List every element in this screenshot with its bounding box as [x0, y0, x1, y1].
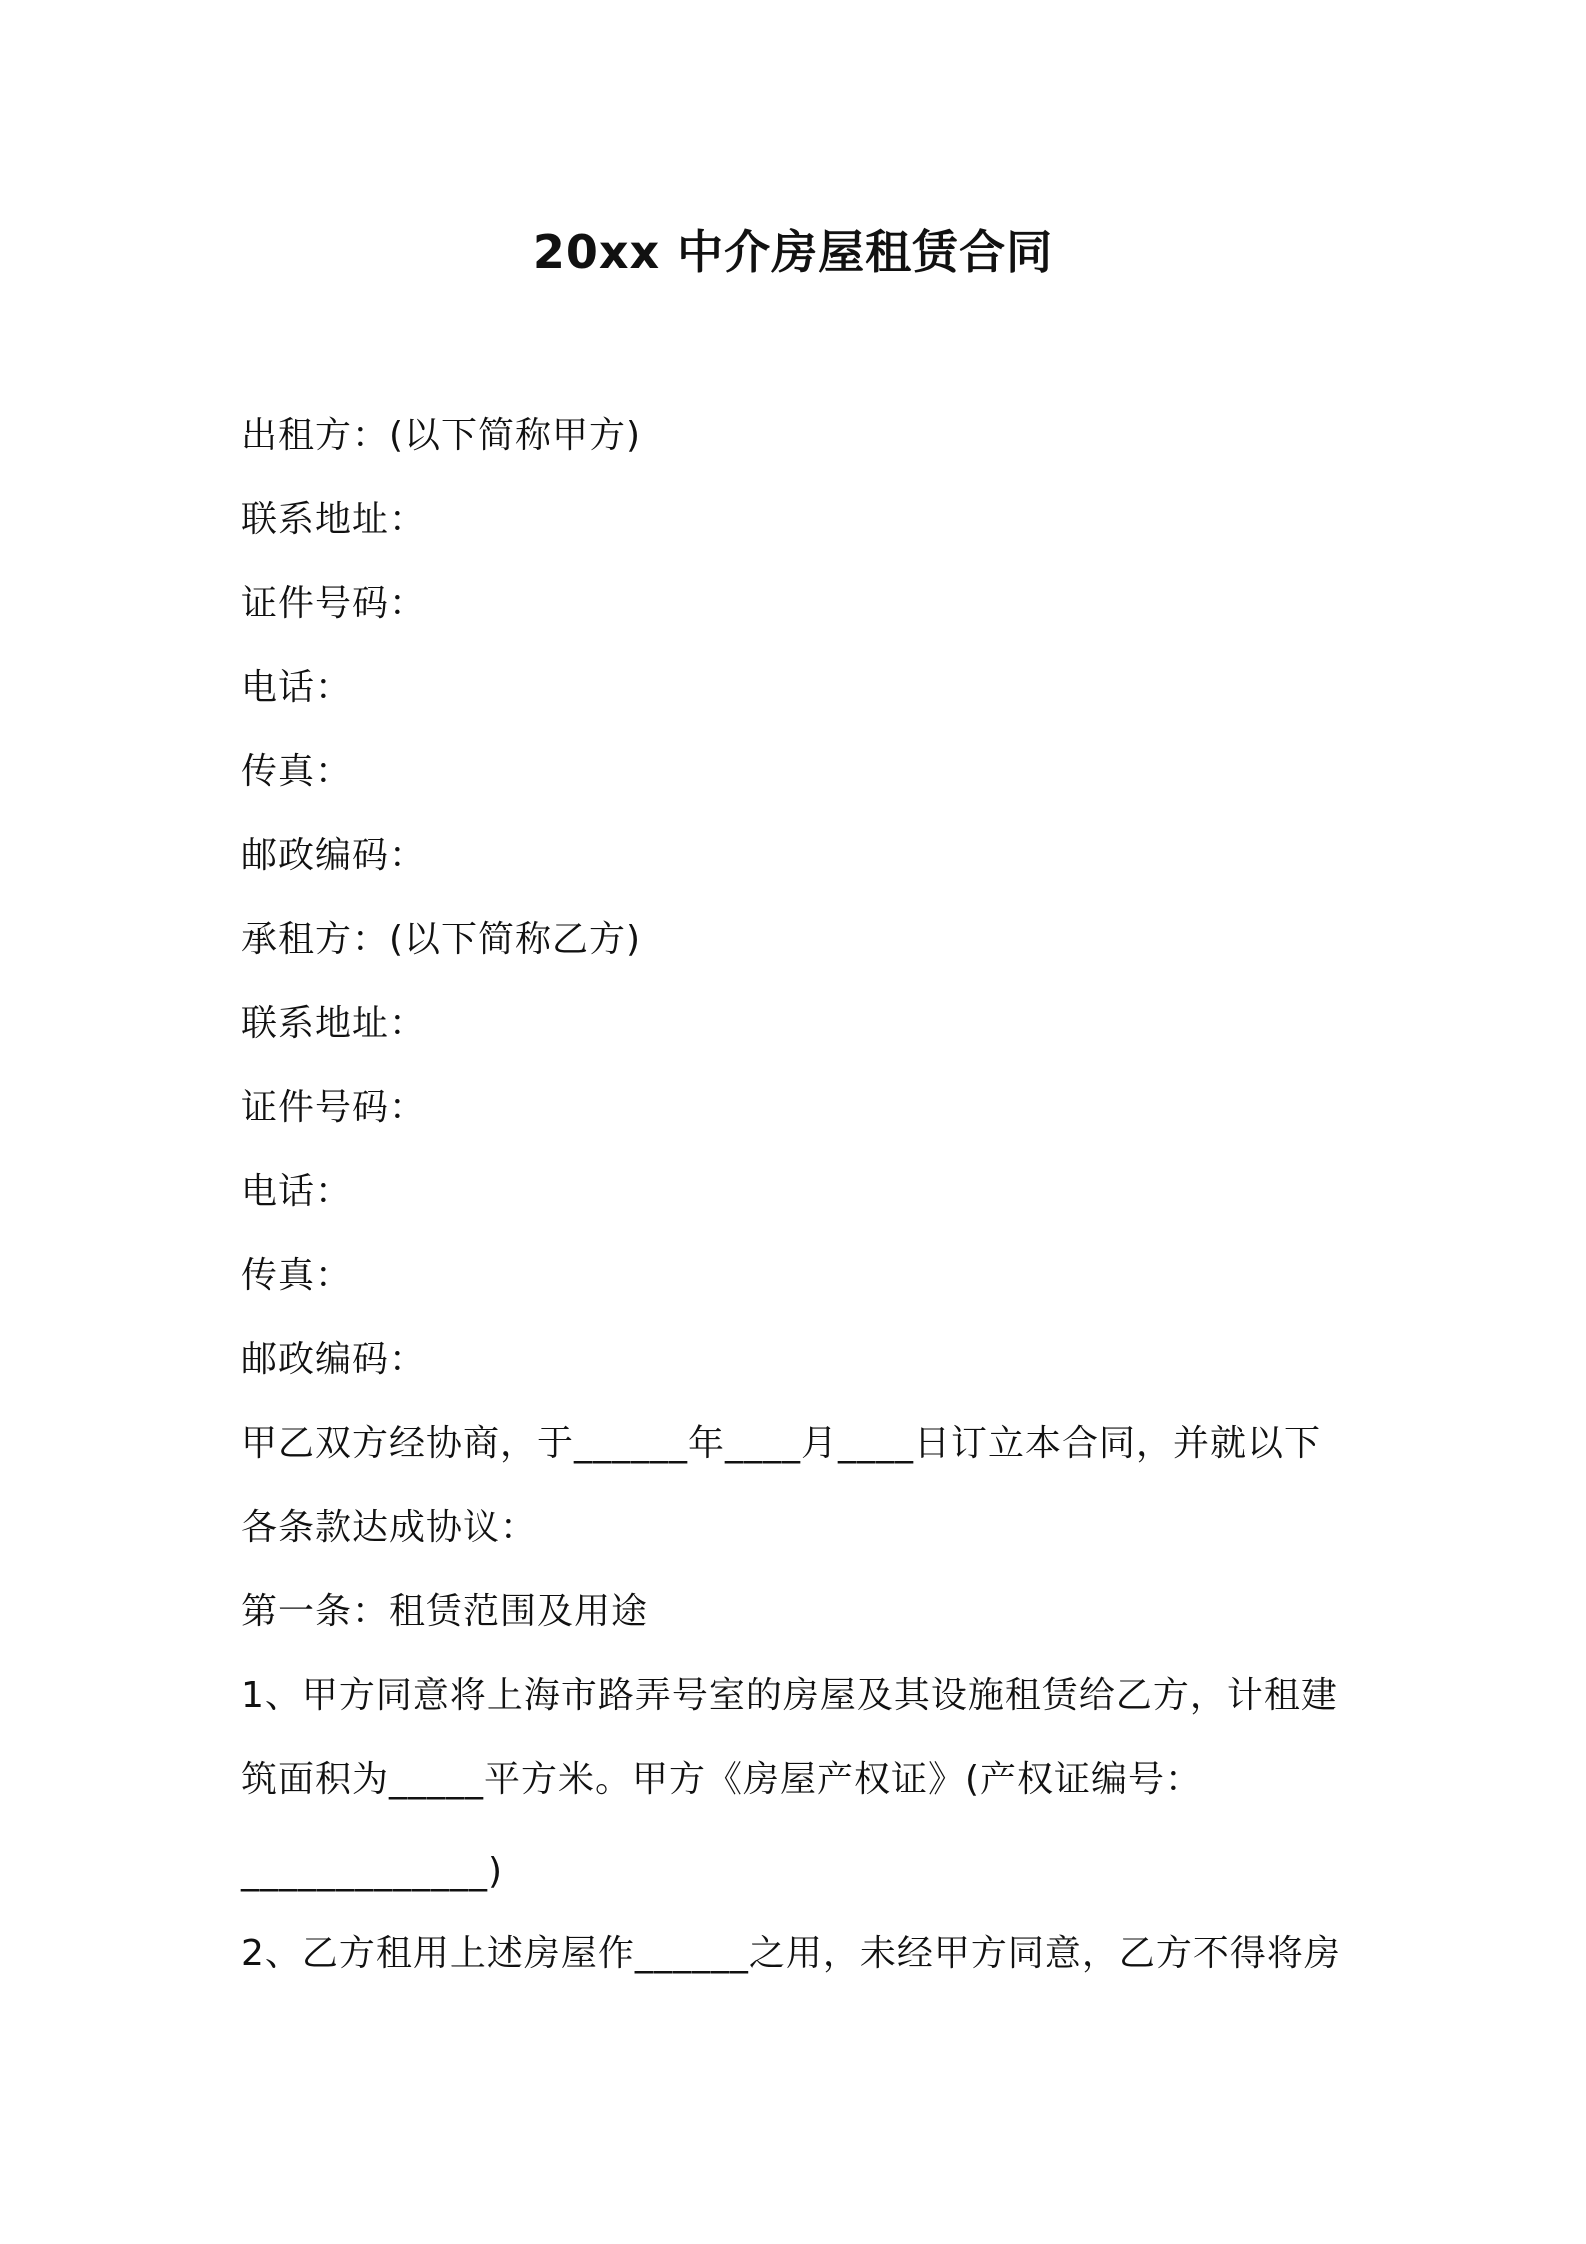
document-title: 20xx 中介房屋租赁合同 — [532, 225, 1054, 279]
agreement-paragraph-line-1: 甲乙双方经协商，于______年____月____日订立本合同，并就以下 — [241, 1423, 1322, 1464]
clause-1-line-1: 1、甲方同意将上海市路弄号室的房屋及其设施租赁给乙方，计租建 — [241, 1675, 1338, 1716]
lessor-phone-line: 电话： — [241, 667, 353, 708]
lessee-address-line: 联系地址： — [241, 1003, 427, 1044]
clause-2-line-1: 2、乙方租用上述房屋作______之用，未经甲方同意，乙方不得将房 — [241, 1933, 1341, 1974]
lessor-address-line: 联系地址： — [241, 499, 427, 540]
lessee-fax-line: 传真： — [241, 1255, 353, 1296]
lessor-fax-line: 传真： — [241, 751, 353, 792]
lessor-line: 出租方：(以下简称甲方) — [241, 415, 642, 456]
lessee-phone-line: 电话： — [241, 1171, 353, 1212]
lessor-id-line: 证件号码： — [241, 583, 427, 624]
lessee-line: 承租方：(以下简称乙方) — [241, 919, 642, 960]
clause-1-line-2: 筑面积为_____平方米。甲方《房屋产权证》(产权证编号： — [241, 1759, 1203, 1800]
clause-1-line-3: _____________) — [241, 1851, 504, 1892]
agreement-paragraph-line-2: 各条款达成协议： — [241, 1507, 538, 1548]
lessee-id-line: 证件号码： — [241, 1087, 427, 1128]
lessor-postcode-line: 邮政编码： — [241, 835, 427, 876]
lessee-postcode-line: 邮政编码： — [241, 1339, 427, 1380]
article-1-heading: 第一条：租赁范围及用途 — [241, 1591, 649, 1632]
